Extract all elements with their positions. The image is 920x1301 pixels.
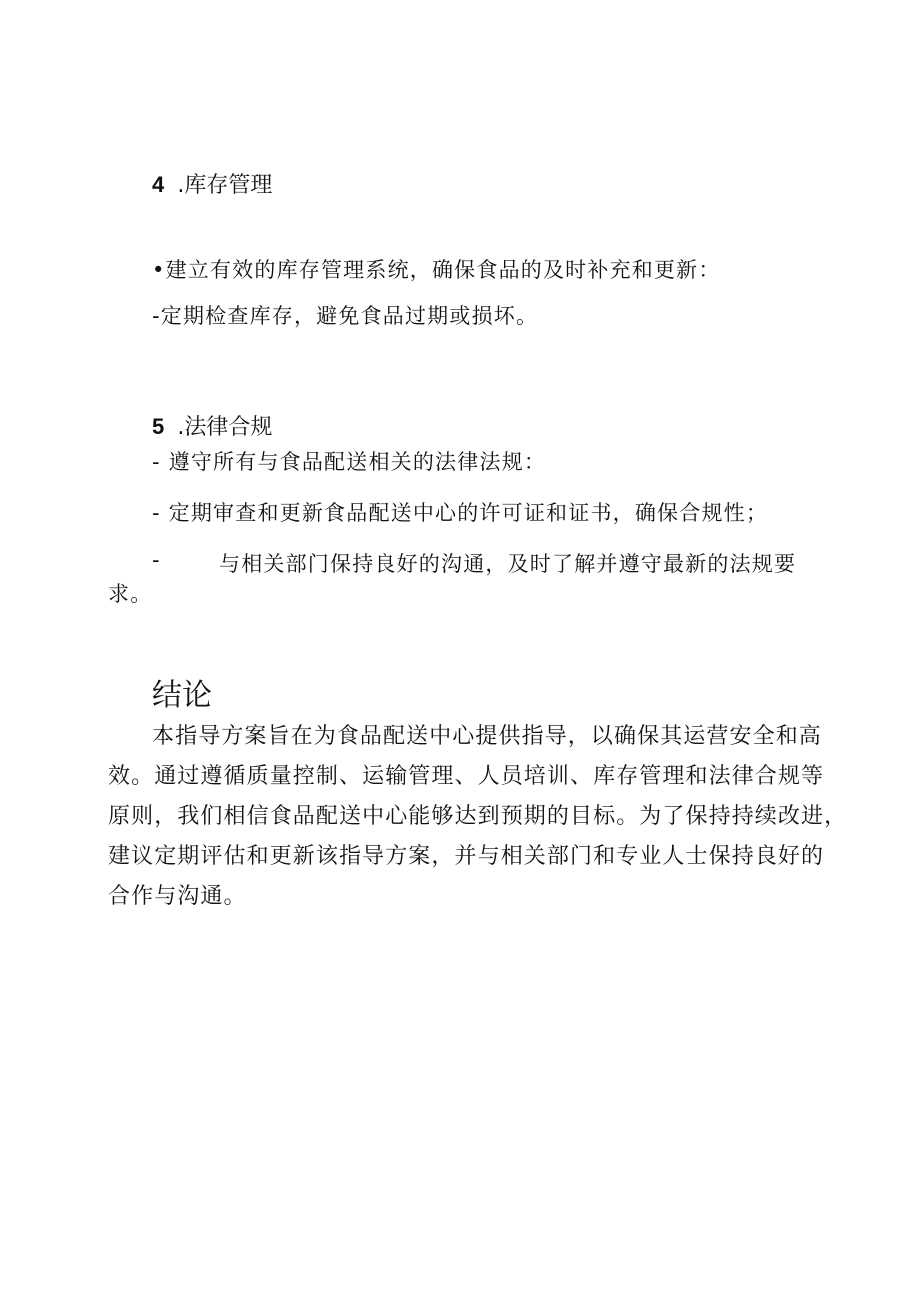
section-5-item-1: - 遵守所有与食品配送相关的法律法规：	[152, 450, 547, 474]
section-4-title: .库存管理	[177, 173, 273, 198]
section-5-number: 5	[152, 414, 165, 439]
section-4-item-1: •建立有效的库存管理系统，确保食品的及时补充和更新：	[152, 258, 721, 282]
section-5-title: .法律合规	[177, 415, 273, 440]
section-5-item-3-marker: -	[152, 548, 161, 572]
conclusion-line-5: 合作与沟通。	[108, 884, 247, 909]
conclusion-line-1: 本指导方案旨在为食品配送中心提供指导，以确保其运营安全和高	[152, 724, 822, 749]
section-4-number: 4	[152, 172, 165, 197]
conclusion-heading: 结论	[152, 678, 212, 713]
section-5-item-3-line-1: 与相关部门保持良好的沟通，及时了解并遵守最新的法规要	[219, 552, 797, 576]
conclusion-paragraph	[108, 717, 848, 917]
conclusion-line-4: 建议定期评估和更新该指导方案，并与相关部门和专业人士保持良好的	[108, 844, 825, 869]
section-5-item-2: - 定期审查和更新食品配送中心的许可证和证书，确保合规性；	[152, 501, 769, 525]
conclusion-line-3: 原则，我们相信食品配送中心能够达到预期的目标。为了保持持续改进，	[108, 804, 848, 829]
conclusion-line-2: 效。通过遵循质量控制、运输管理、人员培训、库存管理和法律合规等	[108, 764, 825, 789]
section-4-heading	[152, 168, 272, 199]
section-4-item-2: -定期检查库存，避免食品过期或损坏。	[152, 304, 539, 328]
section-5-item-3-line-2: 求。	[108, 582, 153, 606]
section-5-heading	[152, 410, 272, 441]
